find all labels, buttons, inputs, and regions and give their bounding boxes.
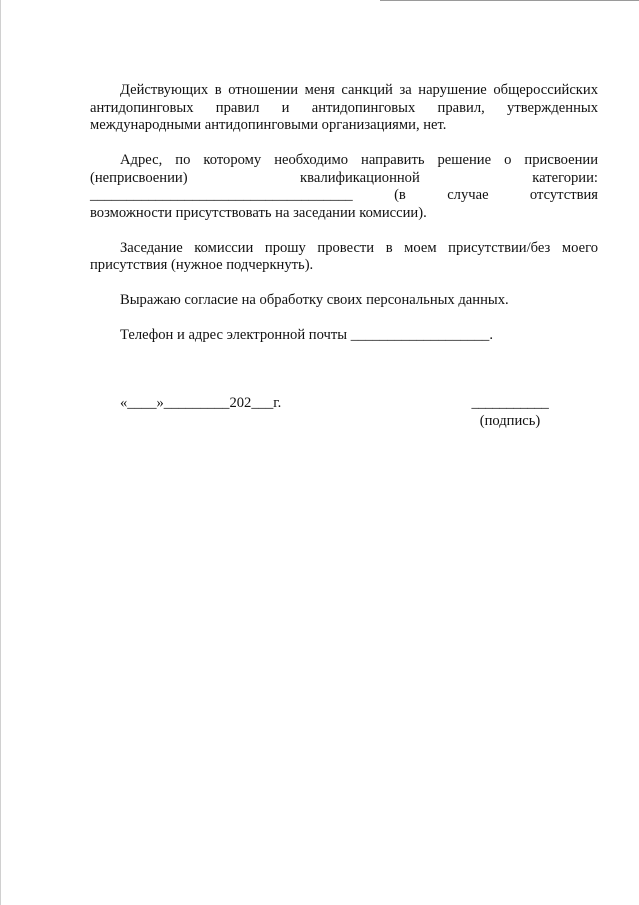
address-line-3: ____________________________________ (в случае отсутствия xyxy=(90,187,598,203)
signature-line: ___________ xyxy=(471,395,549,411)
address-line-2: (неприсвоении) квалификационной категории: xyxy=(90,169,598,186)
date-field: «____»_________202___г. xyxy=(120,395,282,411)
address-line-1: Адрес, по которому необходимо направить решение о присвоении xyxy=(120,152,598,168)
sanctions-line-2: антидопинговых правил и антидопинговых правил, утвержденных xyxy=(90,99,598,116)
contact-paragraph: Телефон и адрес электронной почты ___________________. xyxy=(120,327,493,343)
page-edge-left xyxy=(0,0,1,905)
page-edge-top xyxy=(380,0,639,1)
consent-paragraph: Выражаю согласие на обработку своих персональных данных. xyxy=(120,292,509,308)
presence-paragraph xyxy=(90,240,598,275)
presence-line-1: Заседание комиссии прошу провести в моем присутствии/без моего xyxy=(120,239,598,256)
sanctions-paragraph xyxy=(90,82,598,135)
sanctions-line-1: Действующих в отношении меня санкций за нарушение общероссийских xyxy=(120,82,598,98)
presence-line-2: присутствия (нужное подчеркнуть). xyxy=(90,257,314,273)
signature-caption: (подпись) xyxy=(479,412,541,429)
address-paragraph xyxy=(90,152,598,222)
sanctions-line-3: международными антидопинговыми организациями, нет. xyxy=(90,117,447,133)
signature-block xyxy=(460,395,560,430)
document-body xyxy=(90,82,598,362)
address-line-4: возможности присутствовать на заседании комиссии). xyxy=(90,204,427,221)
